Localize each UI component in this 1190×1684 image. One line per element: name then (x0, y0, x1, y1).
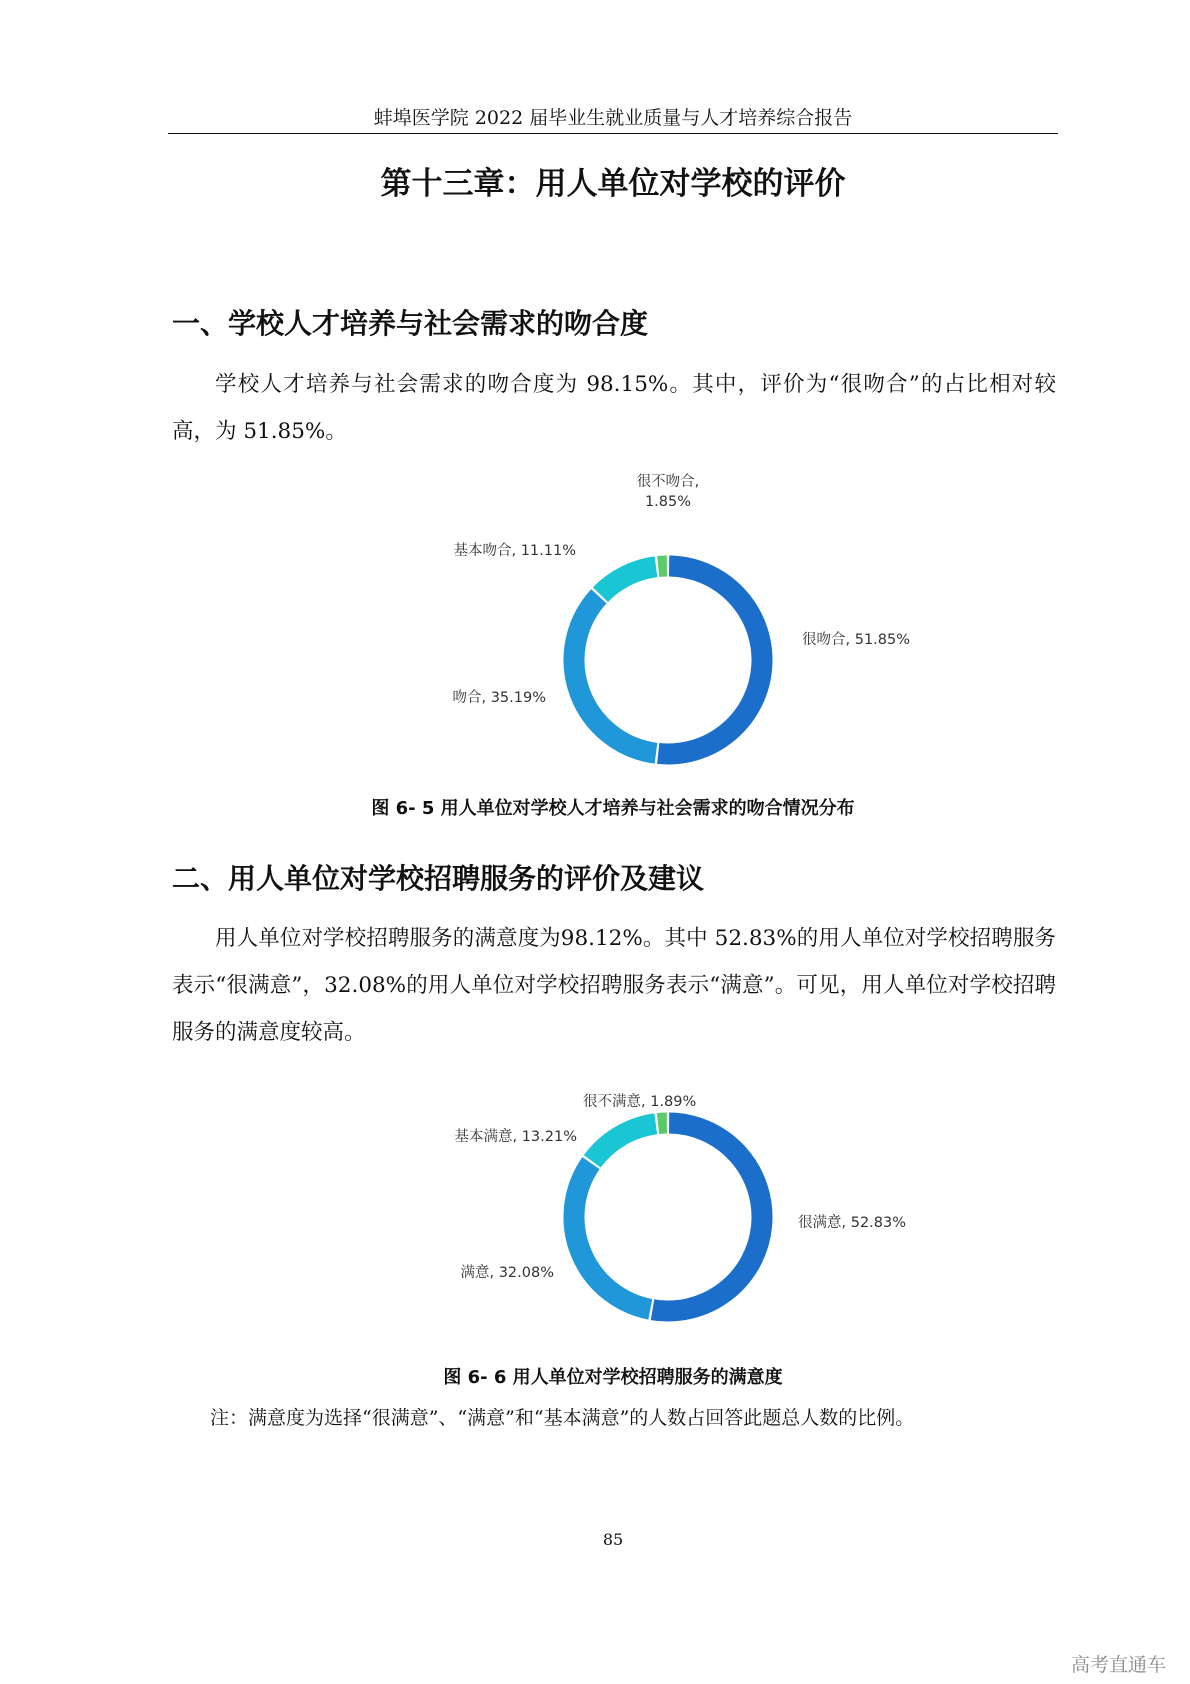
section-heading-2: 二、用人单位对学校招聘服务的评价及建议 (172, 862, 705, 895)
donut-slice-1 (653, 1123, 762, 1311)
header-rule (168, 133, 1058, 134)
figure-caption-6-5: 图 6- 5 用人单位对学校人才培养与社会需求的吻合情况分布 (371, 798, 855, 819)
donut-slice-2 (574, 596, 656, 753)
slice-label-2: 吻合, 35.19% (452, 690, 546, 706)
section1-paragraph: 学校人才培养与社会需求的吻合度为 98.15%。其中，评价为“很吻合”的占比相对较高，为 51.85%。 (172, 372, 1056, 444)
section-heading-1: 一、学校人才培养与社会需求的吻合度 (172, 307, 649, 340)
slice-label-3: 基本吻合, 11.11% (453, 543, 576, 559)
section2-paragraph: 用人单位对学校招聘服务的满意度为98.12%。其中 52.83%的用人单位对学校招聘服务表示“很满意”，32.08%的用人单位对学校招聘服务表示“满意”。可见，用人单位对学校招聘服务的满意度较高。 (172, 926, 1056, 1045)
fit-degree-donut-chart (380, 474, 920, 770)
figure-note: 注：满意度为选择“很满意”、“满意”和“基本满意”的人数占回答此题总人数的比例。 (210, 1407, 915, 1429)
donut-slice-4 (658, 566, 667, 567)
donut-slice-4 (658, 1123, 667, 1124)
recruitment-satisfaction-donut-chart (380, 1080, 920, 1340)
slice-label-2: 满意, 32.08% (460, 1265, 554, 1281)
donut-slice-3 (600, 567, 656, 595)
slice-label-3: 基本满意, 13.21% (454, 1129, 577, 1145)
donut-slice-3 (592, 1124, 655, 1162)
donut-slice-1 (658, 566, 762, 754)
slice-label-1: 很吻合, 51.85% (802, 632, 911, 648)
slice-label-4: 很不吻合, 1.85% (636, 474, 700, 510)
slice-label-4: 很不满意, 1.89% (583, 1094, 697, 1110)
slice-label-1: 很满意, 52.83% (798, 1215, 907, 1231)
donut-slice-2 (574, 1163, 650, 1309)
chapter-title: 第十三章：用人单位对学校的评价 (380, 166, 846, 202)
figure-caption-6-6: 图 6- 6 用人单位对学校招聘服务的满意度 (443, 1367, 783, 1388)
watermark: 高考直通车 (1070, 1654, 1166, 1676)
running-header: 蚌埠医学院 2022 届毕业生就业质量与人才培养综合报告 (373, 107, 853, 129)
page-number: 85 (602, 1530, 624, 1549)
